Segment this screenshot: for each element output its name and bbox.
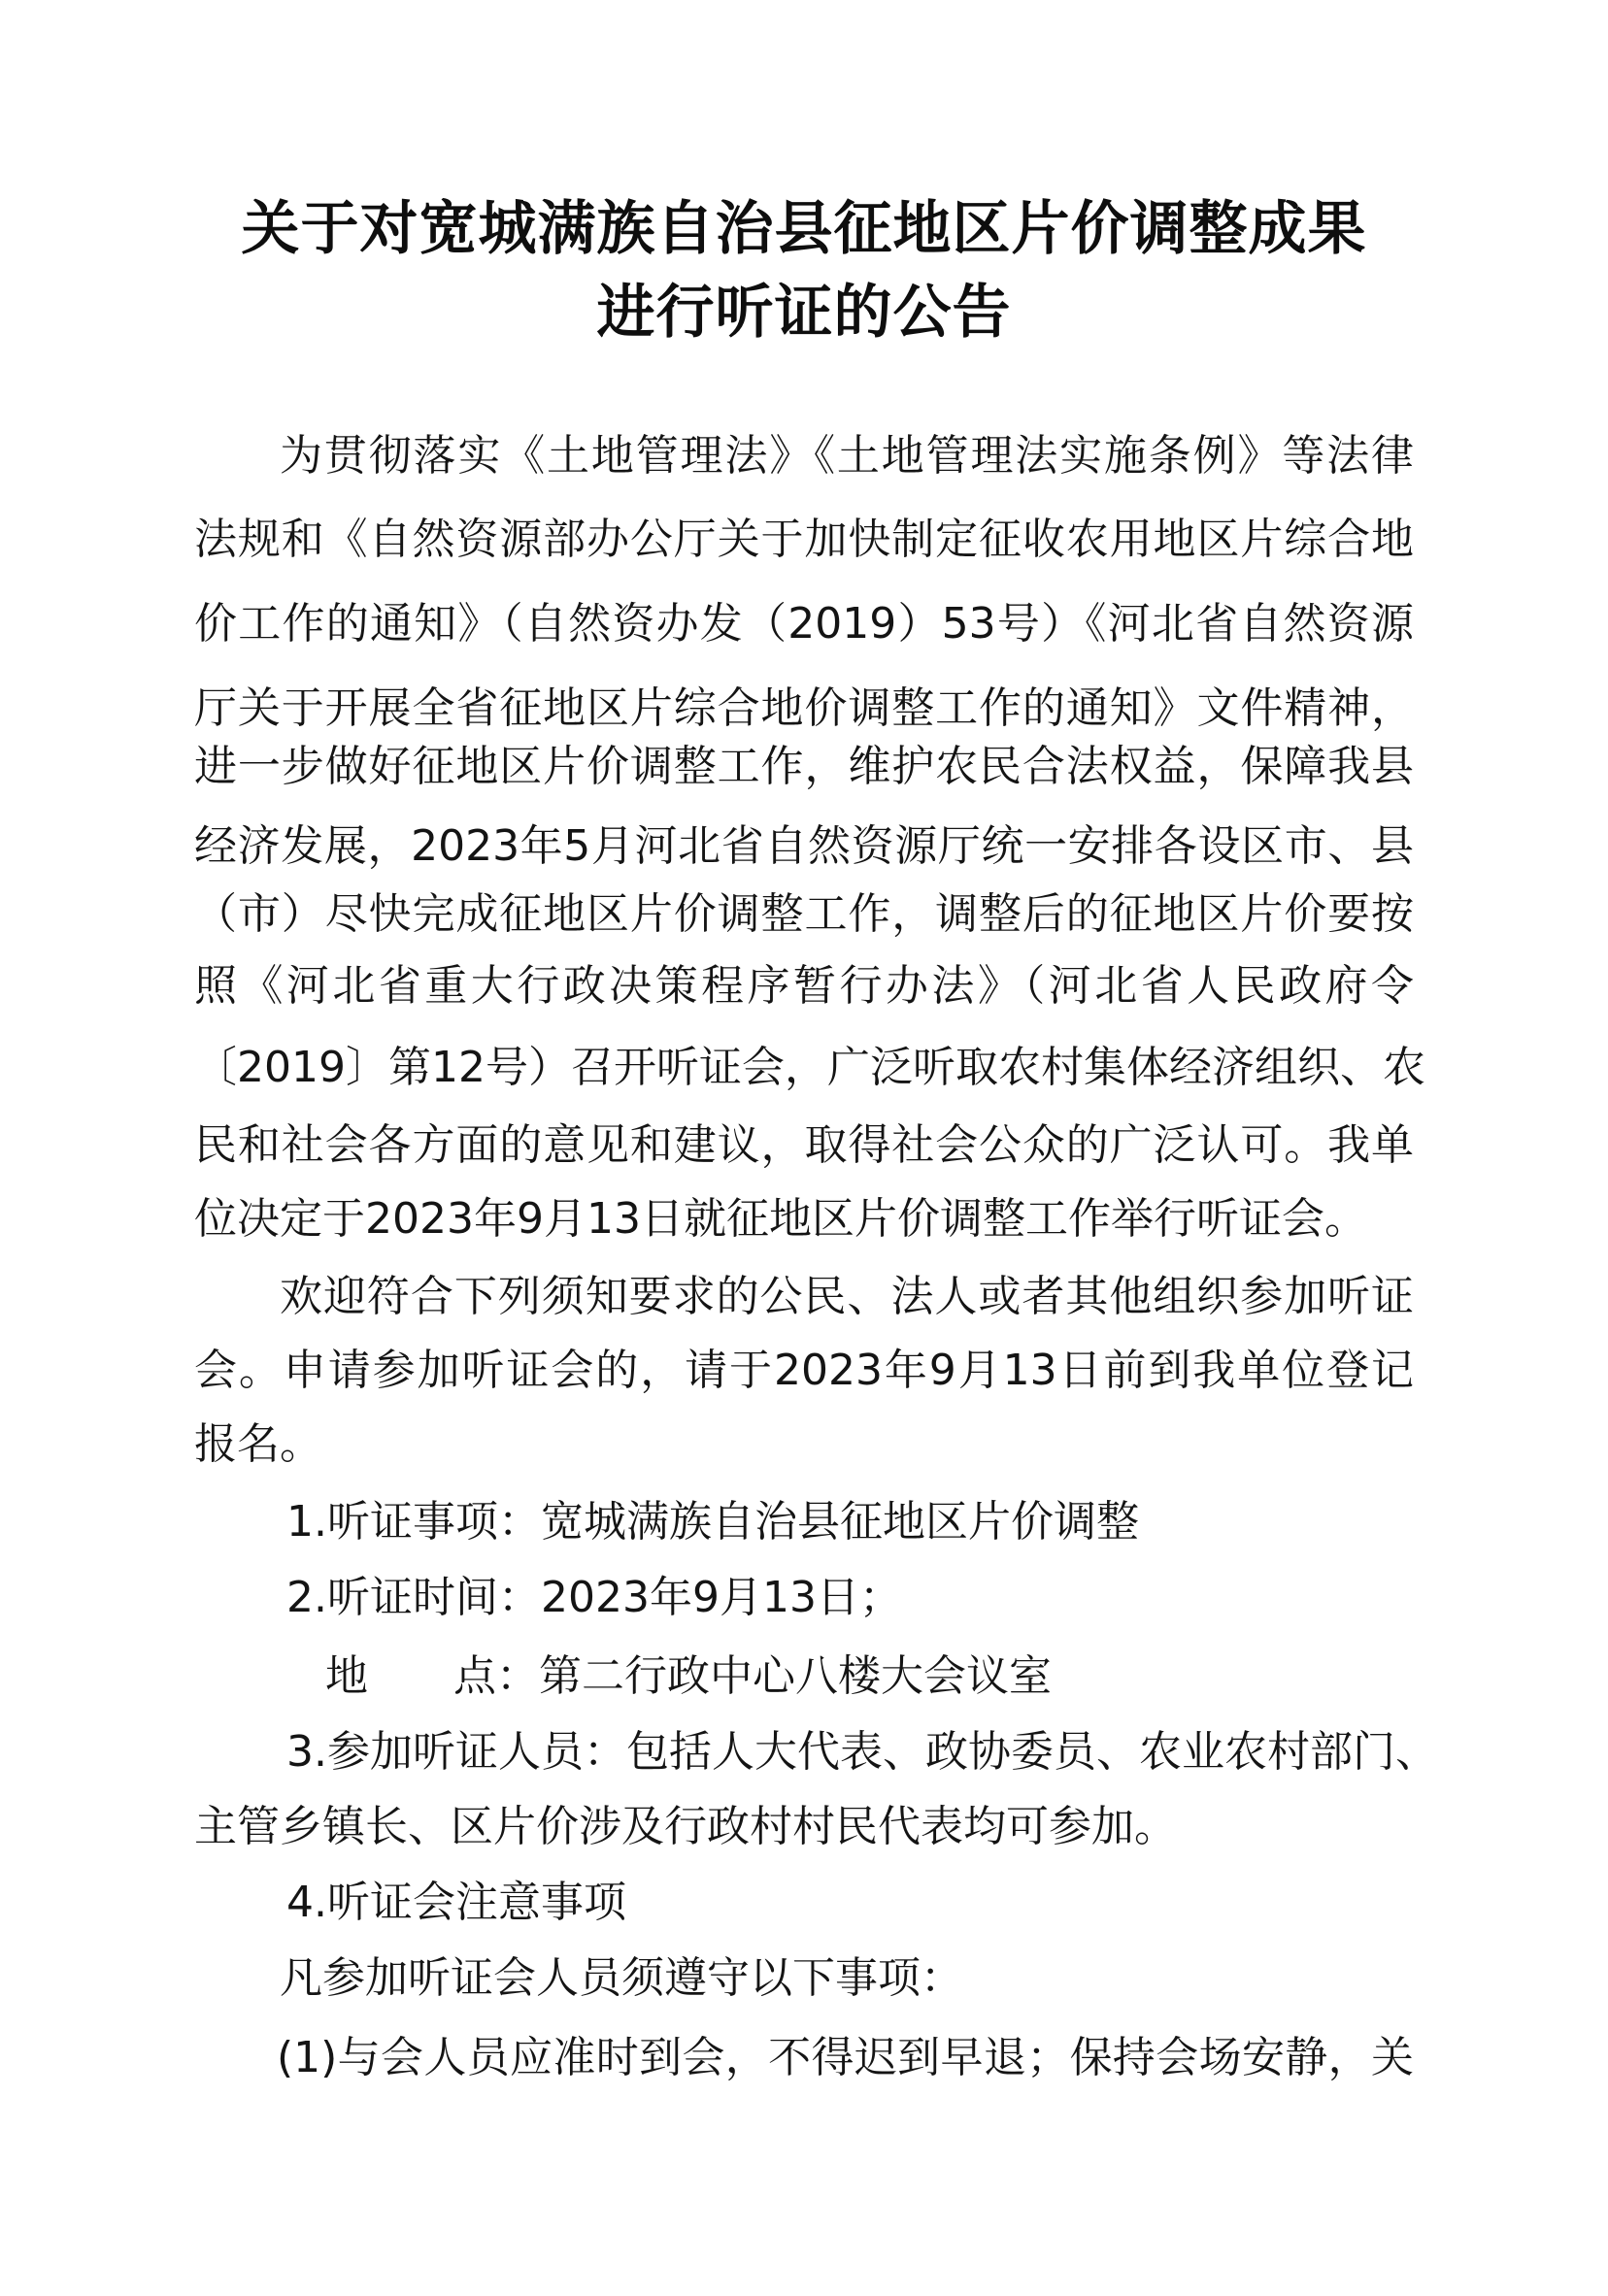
paragraph-line: 为贯彻落实《土地管理法》《土地管理法实施条例》等法律 <box>280 431 1414 481</box>
paragraph-line: 经济发展，2023年5月河北省自然资源厅统一安排各设区市、县 <box>194 821 1414 871</box>
paragraph-line: 价工作的通知》（自然资办发（2019）53号）《河北省自然资源 <box>194 599 1414 649</box>
list-item-hearing-matter: 1.听证事项：宽城满族自治县征地区片价调整 <box>286 1497 1139 1547</box>
notes-intro: 凡参加听证会人员须遵守以下事项： <box>280 1953 963 2003</box>
list-item-participants: 3.参加听证人员：包括人大代表、政协委员、农业农村部门、 <box>286 1727 1438 1777</box>
list-item-participants-cont: 主管乡镇长、区片价涉及行政村村民代表均可参加。 <box>194 1802 1177 1851</box>
document-title-line-2: 进行听证的公告 <box>596 279 1012 347</box>
paragraph-line: 民和社会各方面的意见和建议，取得社会公众的广泛认可。我单 <box>194 1120 1414 1170</box>
paragraph-line: 法规和《自然资源部办公厅关于加快制定征收农用地区片综合地 <box>194 515 1414 564</box>
list-item-notes-heading: 4.听证会注意事项 <box>286 1878 626 1927</box>
paragraph-line: 会。申请参加听证会的，请于2023年9月13日前到我单位登记 <box>194 1346 1414 1395</box>
document-title-line-1: 关于对宽城满族自治县征地区片价调整成果 <box>241 195 1367 263</box>
notes-item-1: (1)与会人员应准时到会，不得迟到早退；保持会场安静，关 <box>277 2033 1414 2082</box>
paragraph-line: 进一步做好征地区片价调整工作，维护农民合法权益，保障我县 <box>194 742 1414 791</box>
paragraph-line: 照《河北省重大行政决策程序暂行办法》（河北省人民政府令 <box>194 961 1414 1011</box>
paragraph-line: （市）尽快完成征地区片价调整工作，调整后的征地区片价要按 <box>194 889 1414 939</box>
list-item-hearing-location: 地 点：第二行政中心八楼大会议室 <box>325 1651 1052 1701</box>
paragraph-line: 厅关于开展全省征地区片综合地价调整工作的通知》文件精神， <box>194 683 1414 733</box>
paragraph-line: 报名。 <box>194 1419 322 1469</box>
paragraph-line: 位决定于2023年9月13日就征地区片价调整工作举行听证会。 <box>194 1194 1367 1244</box>
paragraph-line: 欢迎符合下列须知要求的公民、法人或者其他组织参加听证 <box>280 1272 1414 1321</box>
paragraph-line: 〔2019〕第12号）召开听证会，广泛听取农村集体经济组织、农 <box>194 1043 1425 1092</box>
list-item-hearing-time: 2.听证时间：2023年9月13日； <box>286 1573 902 1622</box>
